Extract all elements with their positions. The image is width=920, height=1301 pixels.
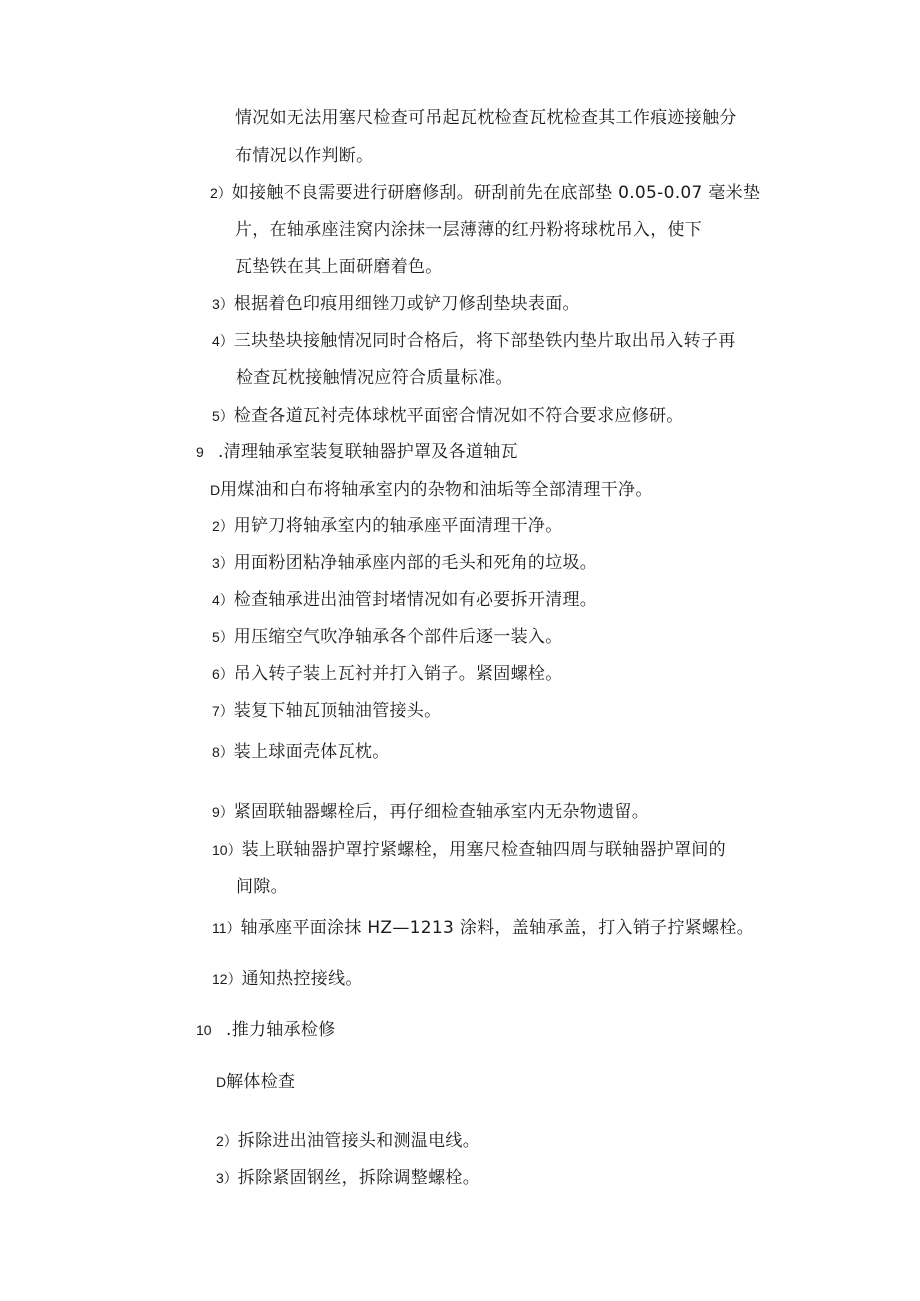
list-item: 5）用压缩空气吹净轴承各个部件后逐一装入。 xyxy=(212,627,563,647)
list-item: 5）检查各道瓦衬壳体球枕平面密合情况如不符合要求应修研。 xyxy=(212,406,684,426)
list-item: 3）用面粉团粘净轴承座内部的毛头和死角的垃圾。 xyxy=(212,553,598,573)
list-item: 4）检查轴承进出油管封堵情况如有必要拆开清理。 xyxy=(212,590,598,610)
text-line: 间隙。 xyxy=(236,877,288,897)
text-line: 检查瓦枕接触情况应符合质量标准。 xyxy=(236,368,513,388)
list-item: 2）用铲刀将轴承室内的轴承座平面清理干净。 xyxy=(212,516,563,536)
section-heading: 10 .推力轴承检修 xyxy=(196,1020,336,1040)
text-line: 片，在轴承座洼窝内涂抹一层薄薄的红丹粉将球枕吊入，使下 xyxy=(235,220,703,240)
text-line: 情况如无法用塞尺检查可吊起瓦枕检查瓦枕检查其工作痕迹接触分 xyxy=(235,108,737,128)
list-item: 4）三块垫块接触情况同时合格后，将下部垫铁内垫片取出吊入转子再 xyxy=(212,331,736,351)
text-line: 瓦垫铁在其上面研磨着色。 xyxy=(235,257,443,277)
list-item: D用煤油和白布将轴承室内的杂物和油垢等全部清理干净。 xyxy=(210,480,653,500)
list-item: 11）轴承座平面涂抹 HZ—1213 涂料，盖轴承盖，打入销子拧紧螺栓。 xyxy=(212,918,754,938)
list-item: 9）紧固联轴器螺栓后，再仔细检查轴承室内无杂物遗留。 xyxy=(212,802,649,822)
list-item: 10）装上联轴器护罩拧紧螺栓，用塞尺检查轴四周与联轴器护罩间的 xyxy=(212,840,726,860)
list-item: 3）根据着色印痕用细锉刀或铲刀修刮垫块表面。 xyxy=(212,294,580,314)
list-item: 2）如接触不良需要进行研磨修刮。研刮前先在底部垫 0.05-0.07 毫米垫 xyxy=(210,183,761,203)
list-item: 12）通知热控接线。 xyxy=(212,969,363,989)
list-item: D解体检查 xyxy=(216,1072,296,1092)
section-heading: 9 .清理轴承室装复联轴器护罩及各道轴瓦 xyxy=(196,442,518,462)
list-item: 2）拆除进出油管接头和测温电线。 xyxy=(216,1131,480,1151)
text-line: 布情况以作判断。 xyxy=(235,146,374,166)
list-item: 8）装上球面壳体瓦枕。 xyxy=(212,742,390,762)
list-item: 6）吊入转子装上瓦衬并打入销子。紧固螺栓。 xyxy=(212,664,563,684)
list-item: 3）拆除紧固钢丝，拆除调整螺栓。 xyxy=(216,1168,480,1188)
list-item: 7）装复下轴瓦顶轴油管接头。 xyxy=(212,701,442,721)
